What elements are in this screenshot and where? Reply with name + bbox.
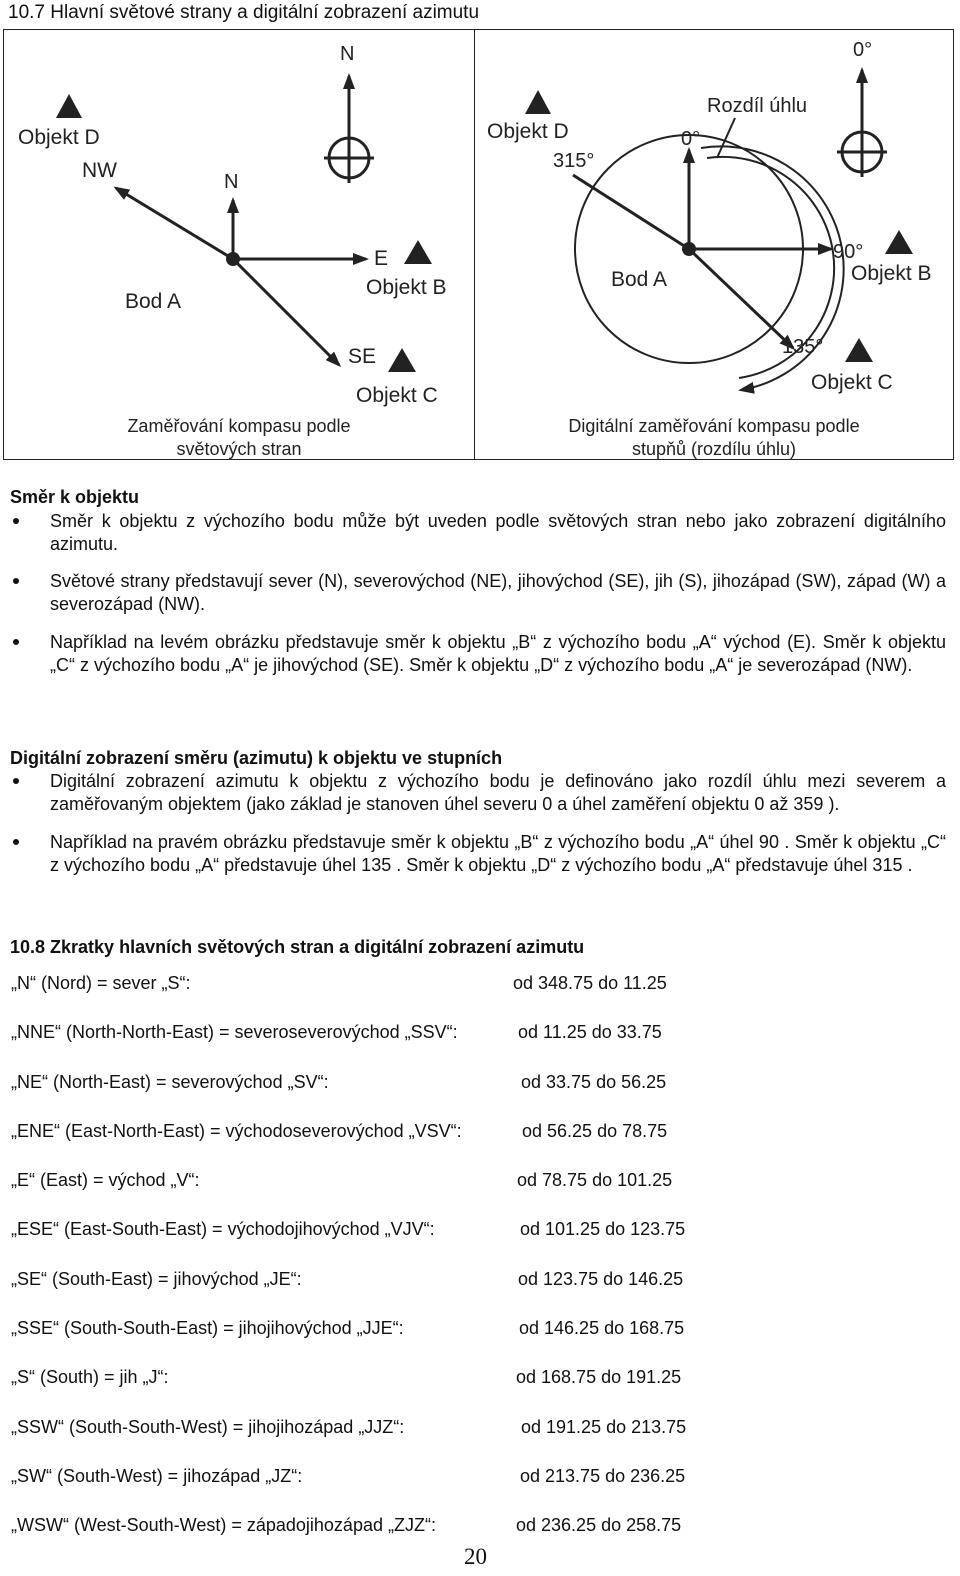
nw-label: NW xyxy=(82,159,117,182)
section-title-zkratky: 10.8 Zkratky hlavních světových stran a digitální zobrazení azimutu xyxy=(10,937,585,957)
abbrev-range: od 78.75 do 101.25 xyxy=(517,1170,673,1190)
se-label: SE xyxy=(348,345,377,368)
objekt-d-label: Objekt D xyxy=(18,126,100,149)
abbrev-name: „NNE“ (North-North-East) = severoseverovýchod „SSV“: xyxy=(11,1022,458,1042)
bullet-dot-icon xyxy=(13,839,19,845)
abbrev-range: od 33.75 do 56.25 xyxy=(521,1072,667,1092)
bullet-item: Digitální zobrazení azimutu k objektu z výchozího bodu je definováno jako rozdíl úhlu mezi severem a zaměřovaným objektem (jako základ je stanoven úhel severu 0 a úhel zaměření objektu 0 až 359 ). xyxy=(50,771,946,814)
abbrev-name: „SW“ (South-West) = jihozápad „JZ“: xyxy=(11,1466,303,1486)
objekt-b-triangle-icon xyxy=(404,240,432,264)
left-caption-line1: Zaměřování kompasu podle xyxy=(127,416,351,436)
left-compass-diagram xyxy=(4,30,474,415)
abbrev-name: „NE“ (North-East) = severovýchod „SV“: xyxy=(11,1072,329,1092)
abbrev-range: od 236.25 do 258.75 xyxy=(516,1515,682,1535)
bullet-dot-icon xyxy=(13,518,19,524)
objekt-b-label: Objekt B xyxy=(851,262,932,285)
objekt-c-triangle-icon xyxy=(388,348,416,372)
right-caption-line2: stupňů (rozdílu úhlu) xyxy=(631,439,797,459)
page-heading: 10.7 Hlavní světové strany a digitální zobrazení azimutu xyxy=(8,2,480,23)
right-caption-line1: Digitální zaměřování kompasu podle xyxy=(568,416,860,436)
abbrev-range: od 168.75 do 191.25 xyxy=(516,1367,682,1387)
degree-90-label: 90° xyxy=(833,241,864,263)
abbrev-range: od 11.25 do 33.75 xyxy=(518,1022,662,1042)
abbrev-name: „SSW“ (South-South-West) = jihojihozápad „JJZ“: xyxy=(11,1417,405,1437)
e-label: E xyxy=(374,247,389,270)
objekt-c-label: Objekt C xyxy=(356,384,438,407)
bullet-dot-icon xyxy=(13,778,19,784)
north-label: N xyxy=(224,171,239,193)
left-caption-line2: světových stran xyxy=(176,439,302,459)
zero-degree-top-label: 0° xyxy=(853,39,873,61)
north-label-top: N xyxy=(340,43,355,65)
rozdil-uhlu-label: Rozdíl úhlu xyxy=(707,95,808,117)
abbrev-range: od 213.75 do 236.25 xyxy=(520,1466,686,1486)
abbrev-range: od 191.25 do 213.75 xyxy=(521,1417,687,1437)
bullet-item: Světové strany představují sever (N), severovýchod (NE), jihovýchod (SE), jih (S), jihozápad (SW), západ (W) a severozápad (NW). xyxy=(50,571,946,614)
objekt-b-triangle-icon xyxy=(885,230,913,254)
bod-a-label: Bod A xyxy=(611,268,668,291)
abbrev-name: „WSW“ (West-South-West) = západojihozápad „ZJZ“: xyxy=(11,1515,436,1535)
section-title-smer: Směr k objektu xyxy=(10,487,140,507)
section-title-digital: Digitální zobrazení směru (azimutu) k objektu ve stupních xyxy=(10,748,503,768)
objekt-c-label: Objekt C xyxy=(811,371,893,394)
degree-315-label: 315° xyxy=(553,150,595,172)
abbrev-name: „E“ (East) = východ „V“: xyxy=(11,1170,200,1190)
degree-135-label: 135° xyxy=(782,336,824,358)
bullet-dot-icon xyxy=(13,578,19,584)
objekt-d-triangle-icon xyxy=(525,90,551,114)
abbrev-range: od 348.75 do 11.25 xyxy=(513,973,667,993)
bullet-item: Například na pravém obrázku představuje směr k objektu „B“ z výchozího bodu „A“ úhel 90 . Směr k objektu „C“ z výchozího bodu „A“ představuje úhel 135 . Směr k objektu „D“ z výchozího bodu „A“ představuje úhel 315 . xyxy=(50,832,946,875)
abbrev-name: „ENE“ (East-North-East) = východoseverovýchod „VSV“: xyxy=(11,1121,462,1141)
bod-a-point-icon xyxy=(226,252,240,266)
objekt-b-label: Objekt B xyxy=(366,276,447,299)
abbrev-range: od 56.25 do 78.75 xyxy=(522,1121,668,1141)
objekt-d-triangle-icon xyxy=(56,94,82,118)
abbrev-name: „S“ (South) = jih „J“: xyxy=(11,1367,169,1387)
abbrev-range: od 123.75 do 146.25 xyxy=(518,1269,684,1289)
bod-a-label: Bod A xyxy=(125,290,182,313)
bod-a-point-icon xyxy=(682,242,696,256)
abbrev-range: od 146.25 do 168.75 xyxy=(519,1318,685,1338)
right-figure-caption xyxy=(475,415,953,461)
right-compass-diagram xyxy=(475,30,953,415)
bullet-item: Například na levém obrázku představuje směr k objektu „B“ z výchozího bodu „A“ východ (E). Směr k objektu „C“ z výchozího bodu „A“ je jihovýchod (SE). Směr k objektu „D“ z výchozího bodu „A“ je severozápad (NW). xyxy=(50,632,946,675)
abbrev-range: od 101.25 do 123.75 xyxy=(520,1219,686,1239)
abbrev-name: „SE“ (South-East) = jihovýchod „JE“: xyxy=(11,1269,302,1289)
objekt-d-label: Objekt D xyxy=(487,120,569,143)
bullet-dot-icon xyxy=(13,639,19,645)
abbrev-name: „SSE“ (South-South-East) = jihojihovýchod „JJE“: xyxy=(11,1318,404,1338)
abbrev-name: „ESE“ (East-South-East) = východojihovýchod „VJV“: xyxy=(11,1219,435,1239)
zero-degree-label: 0° xyxy=(681,128,701,150)
bullet-item: Směr k objektu z výchozího bodu může být uveden podle světových stran nebo jako zobrazení digitálního azimutu. xyxy=(50,511,946,554)
left-figure-caption xyxy=(4,415,474,461)
page-number: 20 xyxy=(464,1544,487,1569)
objekt-c-triangle-icon xyxy=(845,338,873,362)
abbrev-name: „N“ (Nord) = sever „S“: xyxy=(11,973,191,993)
